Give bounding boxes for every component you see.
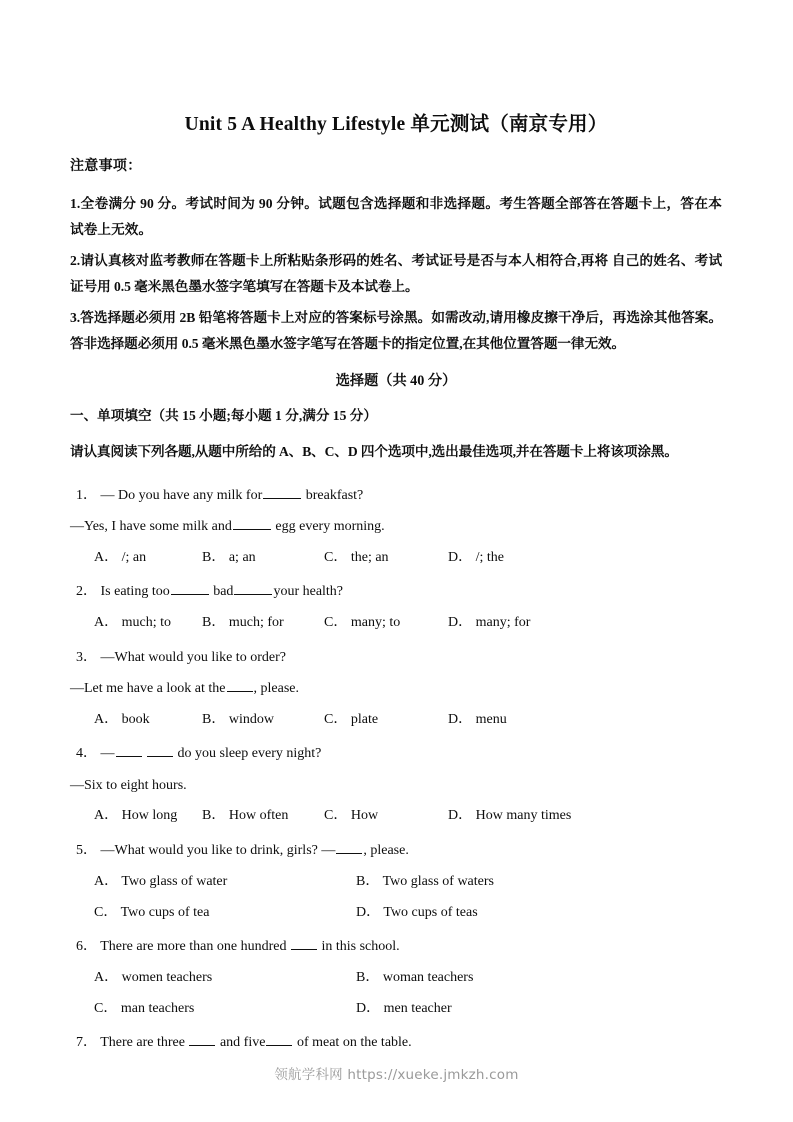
- option-letter: B．: [202, 614, 226, 630]
- option-text: much; to: [118, 614, 172, 630]
- option-choice[interactable]: [94, 963, 356, 994]
- option-choice[interactable]: [356, 994, 452, 1025]
- question-item: [70, 1027, 722, 1059]
- question-text: — Do you have any milk for: [100, 487, 263, 503]
- notice-heading: 注意事项：: [70, 159, 142, 175]
- option-text: men teacher: [380, 1000, 452, 1016]
- question-stem: [70, 738, 722, 770]
- option-text: a; an: [225, 549, 256, 565]
- question-text: [143, 746, 147, 761]
- answer-blank: [266, 1032, 292, 1046]
- option-row: [70, 867, 722, 898]
- option-letter: D．: [448, 549, 473, 565]
- option-row: [70, 608, 722, 639]
- option-choice[interactable]: [448, 801, 571, 832]
- answer-blank: [263, 484, 301, 498]
- option-letter: A．: [94, 711, 119, 727]
- question-stem: [70, 642, 722, 674]
- option-text: much; for: [225, 614, 284, 630]
- option-choice[interactable]: [448, 543, 504, 574]
- question-number: 1．: [76, 487, 97, 503]
- question-text: There are more than one hundred: [100, 939, 290, 955]
- question-text: —Yes, I have some milk and: [70, 519, 232, 535]
- option-choice[interactable]: [356, 867, 494, 898]
- option-choice[interactable]: [324, 801, 448, 832]
- question-stem: [70, 1027, 722, 1059]
- option-row: [70, 801, 722, 832]
- question-text: egg every morning.: [271, 519, 385, 535]
- option-row: [70, 705, 722, 736]
- answer-blank: [234, 581, 272, 595]
- option-choice[interactable]: [94, 994, 356, 1025]
- answer-blank: [336, 840, 362, 854]
- option-text: many; for: [472, 614, 531, 630]
- option-text: many; to: [347, 614, 401, 630]
- question-text: —What would you like to order?: [100, 649, 286, 665]
- option-row: [70, 994, 722, 1025]
- option-text: Two cups of teas: [380, 904, 478, 920]
- option-letter: A．: [94, 969, 119, 985]
- answer-blank: [233, 516, 271, 530]
- part-heading: 选择题（共 40 分）: [335, 372, 457, 389]
- notice-list: [70, 191, 722, 358]
- option-letter: A．: [94, 873, 119, 889]
- question-item: [70, 835, 722, 928]
- answer-blank: [189, 1032, 215, 1046]
- option-letter: D．: [448, 808, 473, 824]
- answer-blank: [227, 678, 253, 692]
- question-number: 4．: [76, 746, 97, 762]
- option-text: Two cups of tea: [117, 904, 210, 920]
- option-choice[interactable]: [94, 608, 202, 639]
- question-text: , please.: [363, 843, 409, 859]
- question-number: 6．: [76, 939, 97, 955]
- question-text: of meat on the table.: [293, 1035, 412, 1051]
- page-title: Unit 5 A Healthy Lifestyle 单元测试（南京专用）: [184, 114, 608, 135]
- option-letter: C．: [324, 711, 348, 727]
- option-choice[interactable]: [356, 963, 473, 994]
- option-letter: D．: [448, 711, 473, 727]
- option-choice[interactable]: [202, 705, 324, 736]
- option-row: [70, 543, 722, 574]
- option-letter: C．: [324, 549, 348, 565]
- option-text: menu: [472, 711, 507, 727]
- question-text: —Six to eight hours.: [70, 777, 187, 793]
- question-stem-continued: [70, 511, 722, 543]
- question-text: , please.: [253, 681, 299, 697]
- question-item: [70, 642, 722, 736]
- question-stem: [70, 931, 722, 963]
- option-text: How many times: [472, 808, 572, 824]
- question-item: [70, 738, 722, 832]
- option-letter: B．: [202, 808, 226, 824]
- question-text: and five: [216, 1035, 266, 1051]
- option-letter: C．: [94, 1000, 118, 1016]
- option-row: [70, 898, 722, 929]
- option-choice[interactable]: [448, 705, 507, 736]
- option-choice[interactable]: [202, 608, 324, 639]
- option-text: /; the: [472, 549, 505, 565]
- question-text: There are three: [100, 1035, 189, 1051]
- option-text: the; an: [347, 549, 389, 565]
- option-choice[interactable]: [94, 867, 356, 898]
- option-choice[interactable]: [324, 543, 448, 574]
- notice-item: 3.答选择题必须用 2B 铅笔将答题卡上对应的答案标号涂黑。如需改动,请用橡皮擦干净后，再选涂其他答案。答非选择题必须用 0.5 毫米黑色墨水签字笔写在答题卡的指定位置,在其他位置答题一律无效。: [70, 309, 722, 352]
- section-instruction: 请认真阅读下列各题,从题中所给的 A、B、C、D 四个选项中,选出最佳选项,并在答题卡上将该项涂黑。: [70, 444, 678, 460]
- question-number: 2．: [76, 584, 97, 600]
- footer-watermark: 领航学科网 https://xueke.jmkzh.com: [274, 1067, 519, 1083]
- option-choice[interactable]: [202, 801, 324, 832]
- question-list: [70, 480, 722, 1059]
- option-text: /; an: [118, 549, 147, 565]
- option-letter: A．: [94, 614, 119, 630]
- option-choice[interactable]: [356, 898, 478, 929]
- question-number: 5．: [76, 843, 97, 859]
- question-text: —: [100, 746, 115, 762]
- option-letter: A．: [94, 808, 119, 824]
- option-text: Two glass of water: [118, 873, 228, 889]
- question-text: bad: [209, 584, 234, 600]
- option-choice[interactable]: [94, 705, 202, 736]
- question-item: [70, 480, 722, 574]
- question-stem: [70, 576, 722, 608]
- option-text: plate: [347, 711, 379, 727]
- option-letter: A．: [94, 549, 119, 565]
- option-choice[interactable]: [324, 608, 448, 639]
- section-title: 一、单项填空（共 15 小题;每小题 1 分,满分 15 分）: [70, 407, 377, 423]
- question-stem: [70, 835, 722, 867]
- answer-blank: [291, 936, 317, 950]
- question-stem-continued: [70, 770, 722, 802]
- notice-item: 2.请认真核对监考教师在答题卡上所粘贴条形码的姓名、考试证号是否与本人相符合,再将 自己的姓名、考试证号用 0.5 毫米黑色墨水签字笔填写在答题卡及本试卷上。: [70, 252, 722, 295]
- option-text: Two glass of waters: [379, 873, 494, 889]
- answer-blank: [171, 581, 209, 595]
- question-item: [70, 931, 722, 1024]
- question-text: Is eating too: [100, 584, 170, 600]
- question-number: 3．: [76, 649, 97, 665]
- option-text: man teachers: [117, 1000, 195, 1016]
- option-text: book: [118, 711, 150, 727]
- option-choice[interactable]: [448, 608, 530, 639]
- option-row: [70, 963, 722, 994]
- question-number: 7．: [76, 1035, 97, 1051]
- question-text: —Let me have a look at the: [70, 681, 226, 697]
- question-text: your health?: [273, 584, 344, 600]
- question-item: [70, 576, 722, 638]
- option-choice[interactable]: [324, 705, 448, 736]
- option-text: How: [347, 808, 379, 824]
- question-text: —What would you like to drink, girls? —: [100, 843, 336, 859]
- option-letter: D．: [356, 1000, 381, 1016]
- option-letter: D．: [448, 614, 473, 630]
- option-letter: B．: [202, 711, 226, 727]
- question-stem: [70, 480, 722, 512]
- question-text: in this school.: [317, 939, 400, 955]
- option-letter: C．: [324, 808, 348, 824]
- question-text: do you sleep every night?: [174, 746, 322, 762]
- option-letter: B．: [356, 969, 380, 985]
- document-body: [70, 112, 722, 1062]
- question-text: breakfast?: [302, 487, 364, 503]
- option-letter: B．: [202, 549, 226, 565]
- option-text: How often: [225, 808, 289, 824]
- question-stem-continued: [70, 673, 722, 705]
- option-letter: C．: [324, 614, 348, 630]
- option-letter: C．: [94, 904, 118, 920]
- option-text: How long: [118, 808, 178, 824]
- option-letter: D．: [356, 904, 381, 920]
- option-choice[interactable]: [94, 801, 202, 832]
- answer-blank: [147, 743, 173, 757]
- option-choice[interactable]: [202, 543, 324, 574]
- option-text: window: [225, 711, 274, 727]
- answer-blank: [116, 743, 142, 757]
- option-choice[interactable]: [94, 898, 356, 929]
- option-text: women teachers: [118, 969, 213, 985]
- option-letter: B．: [356, 873, 380, 889]
- option-choice[interactable]: [94, 543, 202, 574]
- notice-item: 1.全卷满分 90 分。考试时间为 90 分钟。试题包含选择题和非选择题。考生答题全部答在答题卡上，答在本试卷上无效。: [70, 195, 722, 238]
- option-text: woman teachers: [379, 969, 474, 985]
